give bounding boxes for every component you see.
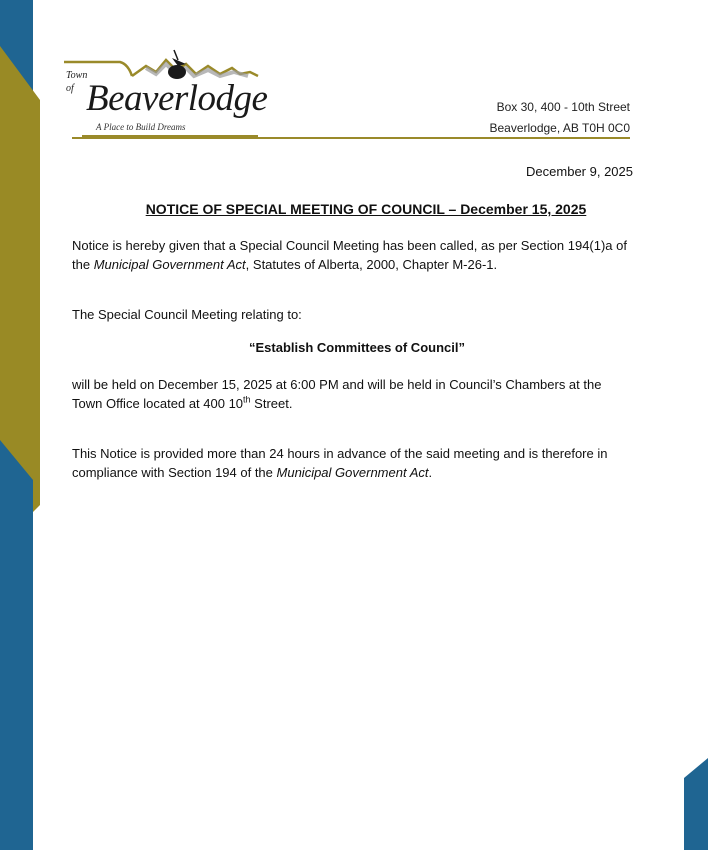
paragraph-3-end: Street.	[250, 396, 293, 411]
town-logo	[62, 44, 268, 140]
header-rule	[72, 137, 630, 139]
logo-tagline: A Place to Build Dreams	[96, 122, 186, 132]
decorative-corner-accent	[684, 758, 708, 850]
paragraph-1-end: , Statutes of Alberta, 2000, Chapter M-26-1.	[245, 257, 498, 272]
address-line-2: Beaverlodge, AB T0H 0C0	[489, 121, 630, 135]
paragraph-1-text: Notice is hereby given that a Special Council Meeting has been called, as per Section 194(1)a of the	[72, 238, 627, 272]
act-name-2: Municipal Government Act	[276, 465, 429, 480]
notice-date: December 9, 2025	[526, 164, 633, 179]
notice-title: NOTICE OF SPECIAL MEETING OF COUNCIL – December 15, 2025	[145, 201, 587, 217]
notice-paragraph-1	[72, 236, 632, 274]
notice-paragraph-4	[72, 444, 632, 482]
logo-wordmark: Beaverlodge	[86, 78, 268, 119]
ordinal-suffix: th	[243, 394, 251, 405]
decorative-side-band	[0, 0, 40, 850]
meeting-subject: “Establish Committees of Council”	[249, 340, 465, 355]
paragraph-4-end: .	[428, 465, 433, 480]
notice-paragraph-2: The Special Council Meeting relating to:	[72, 307, 302, 322]
act-name: Municipal Government Act	[93, 257, 246, 272]
logo-town-label: Town	[66, 70, 88, 81]
notice-paragraph-3	[72, 375, 632, 413]
mailing-address	[489, 97, 630, 139]
address-line-1: Box 30, 400 - 10th Street	[496, 100, 630, 114]
paragraph-3-text: will be held on December 15, 2025 at 6:00 PM and will be held in Council’s Chambers at the Town Office located at 400 10	[72, 377, 602, 411]
paragraph-4-text: This Notice is provided more than 24 hours in advance of the said meeting and is therefore in compliance with Section 194 of the	[72, 446, 608, 480]
logo-of-label: of	[66, 83, 74, 94]
